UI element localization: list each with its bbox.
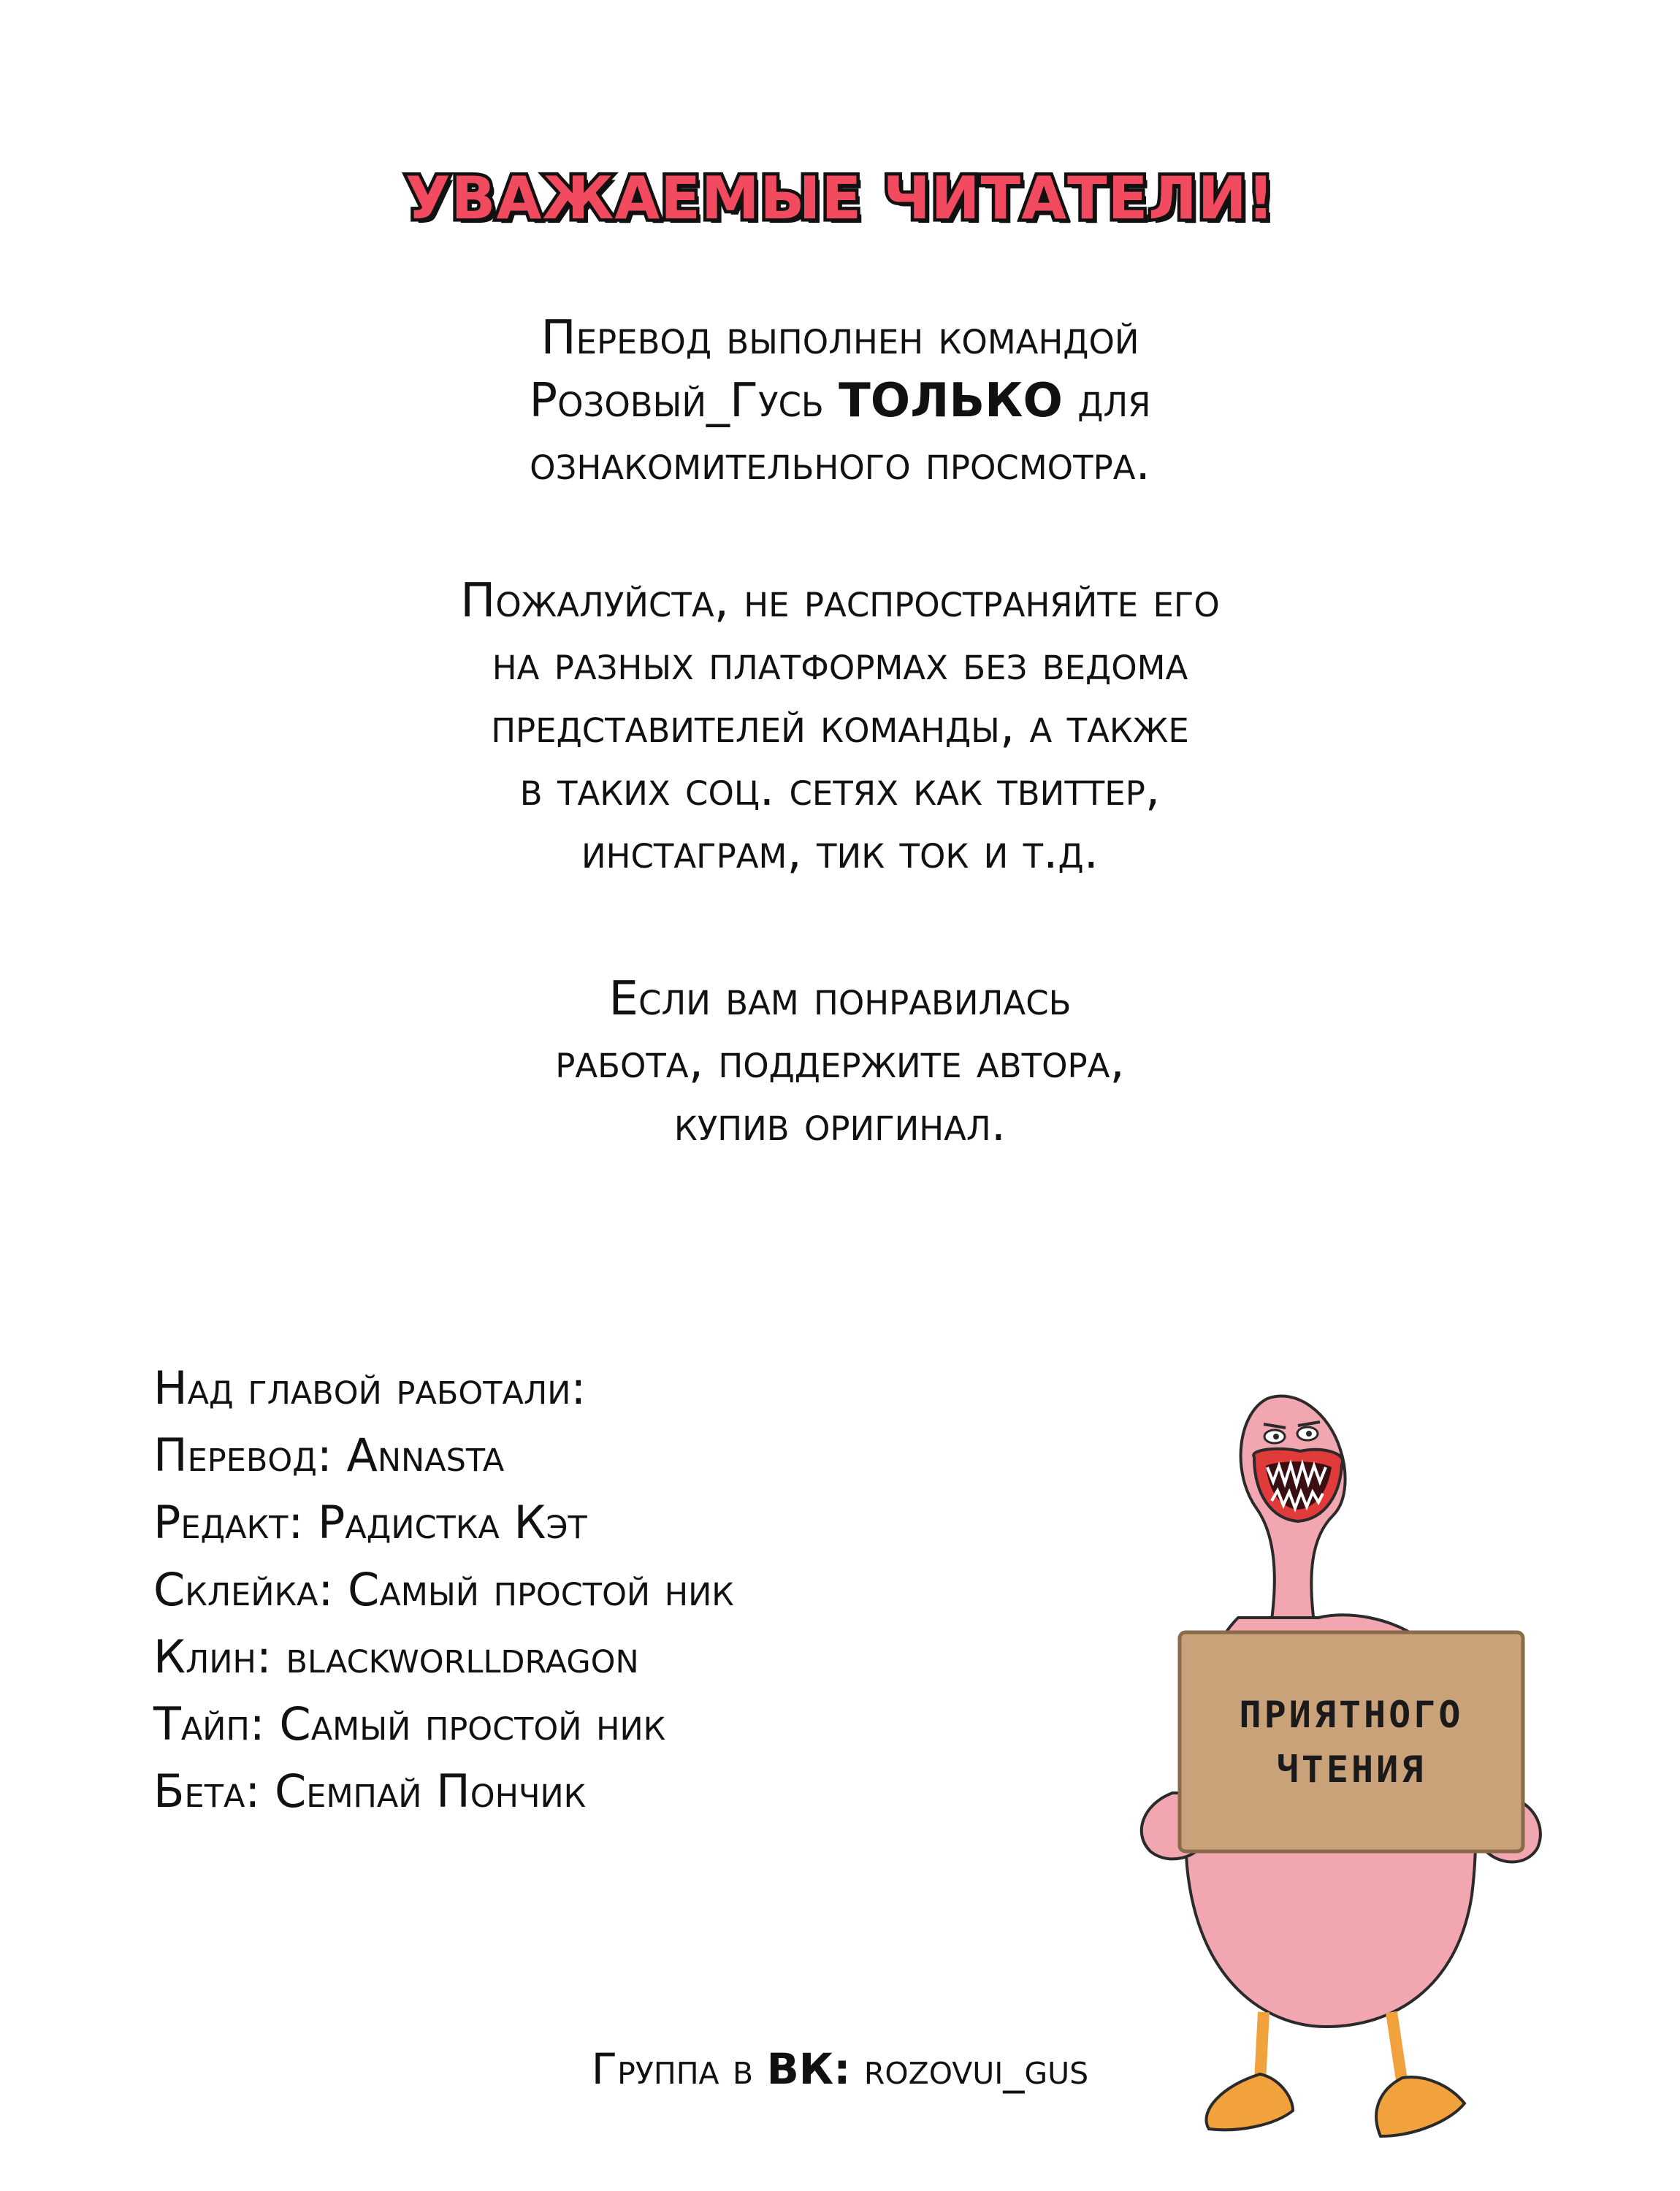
group-label: Группа в — [591, 2044, 754, 2094]
credit-name: Семпай Пончик — [275, 1764, 587, 1818]
goose-pupil-left — [1273, 1434, 1279, 1439]
notice-line-3: ознакомительного просмотра. — [530, 437, 1150, 491]
support-line-1: Если вам понравилась — [608, 972, 1072, 1026]
team-name: Розовый_Гусь — [529, 374, 824, 428]
support-block — [0, 968, 1680, 1156]
sign-board — [1180, 1632, 1523, 1851]
group-footer — [0, 2038, 1680, 2100]
request-line-3: представителей команды, а также — [491, 700, 1189, 754]
group-link-line — [0, 2038, 1680, 2100]
credit-role: Перевод: — [153, 1429, 332, 1482]
support-line-3: купив оригинал. — [673, 1098, 1007, 1152]
request-line-5: инстаграм, тик ток и т.д. — [581, 825, 1099, 879]
request-block — [0, 570, 1680, 884]
group-handle: rozovui_gus — [863, 2044, 1089, 2094]
credit-role: Бета: — [153, 1764, 261, 1818]
credit-editor — [153, 1489, 734, 1556]
credit-name: Радистка Кэт — [317, 1496, 587, 1549]
credit-translation — [153, 1422, 734, 1489]
credit-name: Annasta — [346, 1429, 505, 1482]
notice-for: для — [1077, 374, 1151, 428]
notice-block — [0, 307, 1680, 495]
credit-role: Тайп: — [153, 1697, 265, 1751]
page-title: УВАЖАЕМЫЕ ЧИТАТЕЛИ! — [405, 164, 1275, 232]
credit-role: Склейка: — [153, 1563, 334, 1616]
credit-role: Клин: — [153, 1630, 272, 1683]
request-line-4: в таких соц. сетях как твиттер, — [519, 762, 1161, 817]
notice-line-1: Перевод выполнен командой — [541, 311, 1139, 365]
credit-name: Самый простой ник — [279, 1697, 666, 1751]
credit-typesetting-merge — [153, 1556, 734, 1624]
request-line-1: Пожалуйста, не распространяйте его — [460, 574, 1220, 628]
only-emphasis: ТОЛЬКО — [839, 374, 1063, 428]
sign-text-line-2: чтения — [1276, 1748, 1427, 1791]
notice-line-2 — [0, 370, 1680, 432]
request-line-2: на разных платформах без ведома — [492, 637, 1188, 691]
credit-name: Самый простой ник — [348, 1563, 734, 1616]
credit-cleaning — [153, 1624, 734, 1691]
goose-illustration — [1129, 1384, 1567, 2147]
credit-role: Редакт: — [153, 1496, 304, 1549]
credit-typing — [153, 1691, 734, 1758]
sign-text-line-1: приятного — [1239, 1694, 1464, 1736]
credits-heading: Над главой работали: — [153, 1361, 587, 1415]
credits-block — [153, 1355, 734, 1825]
credit-name: blackworlldragon — [286, 1630, 639, 1683]
goose-pupil-right — [1306, 1431, 1312, 1437]
group-network: ВК: — [766, 2044, 851, 2094]
support-line-2: работа, поддержите автора, — [555, 1035, 1125, 1089]
credit-beta — [153, 1758, 734, 1825]
